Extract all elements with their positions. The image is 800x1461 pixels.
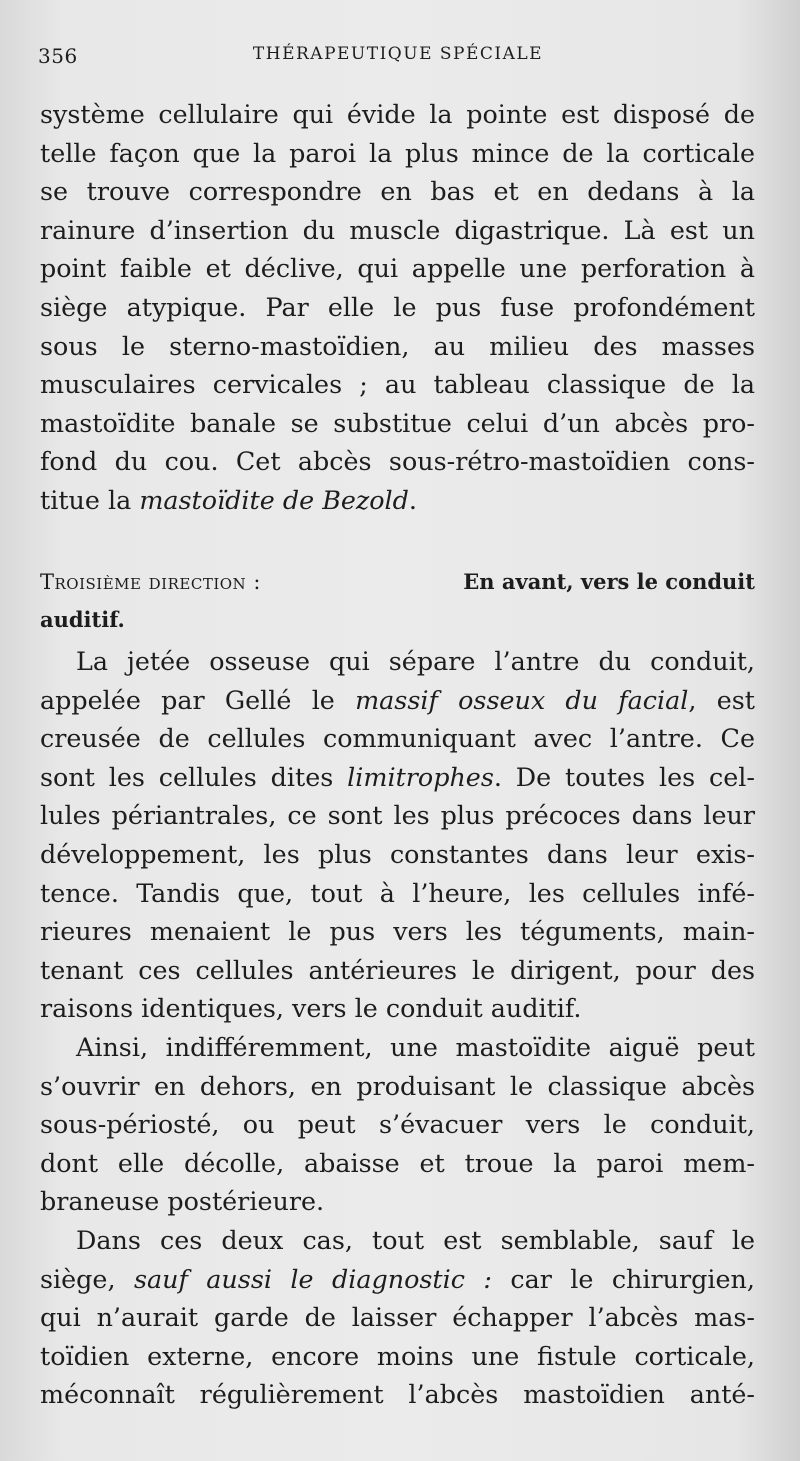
text-line: La jetée osseuse qui sépare l’antre du conduit, — [76, 646, 755, 676]
text-line: système cellulaire qui évide la pointe est disposé de — [40, 99, 755, 129]
heading-title-cont: auditif. — [40, 607, 125, 632]
text-line — [40, 481, 755, 520]
text-span: sont les cellules dites — [40, 761, 348, 792]
text-line: qui n’aurait garde de laisser échapper l’abcès mas- — [40, 1302, 755, 1333]
text-span: . De toutes les cel- — [493, 761, 755, 792]
text-span: siège, — [40, 1263, 134, 1294]
text-line: dont elle décolle, abaisse et troue la paroi mem- — [40, 1147, 755, 1178]
paragraph-bezold — [40, 95, 755, 520]
page-number: 356 — [38, 44, 78, 68]
italic-term: mastoïdite de Bezold — [139, 484, 409, 515]
text-line: toïdien externe, encore moins une fistule corticale, — [40, 1340, 755, 1371]
text-line — [40, 681, 755, 720]
italic-term: sauf aussi le diagnostic : — [133, 1263, 492, 1294]
text-line: se trouve correspondre en bas et en dedans à la — [40, 176, 755, 207]
heading-title: En avant, vers le conduit — [463, 569, 755, 594]
page-header — [38, 44, 758, 74]
text-span: . — [408, 484, 417, 515]
text-span: , est — [688, 684, 755, 715]
text-line: rieures menaient le pus vers les téguments, main- — [40, 916, 755, 947]
text-line: Ainsi, indifféremment, une mastoïdite aiguë peut — [76, 1031, 755, 1062]
text-span: titue la — [40, 484, 140, 515]
text-line: sous le sterno-mastoïdien, au milieu des masses — [40, 330, 755, 361]
section-heading — [40, 563, 755, 639]
text-line: raisons identiques, vers le conduit auditif. — [40, 993, 582, 1024]
text-line: fond du cou. Cet abcès sous-rétro-mastoïdien cons- — [40, 446, 755, 477]
text-line: point faible et déclive, qui appelle une perforation à — [40, 253, 755, 284]
text-line: lules périantrales, ce sont les plus précoces dans leur — [40, 800, 755, 831]
heading-line — [40, 563, 755, 601]
text-line — [40, 758, 755, 797]
text-line: méconnaît régulièrement l’abcès mastoïdien anté- — [40, 1379, 755, 1410]
italic-term: massif osseux du facial — [355, 684, 689, 715]
section-body — [40, 642, 755, 1414]
text-span: appelée par Gellé le — [40, 684, 356, 715]
text-line — [40, 1260, 755, 1299]
running-title: THÉRAPEUTIQUE SPÉCIALE — [252, 44, 544, 64]
text-line: sous-périosté, ou peut s’évacuer vers le conduit, — [40, 1109, 755, 1140]
text-span: car le chirurgien, — [491, 1263, 755, 1294]
text-line: braneuse postérieure. — [40, 1186, 325, 1217]
text-line: tence. Tandis que, tout à l’heure, les cellules infé- — [40, 877, 755, 908]
text-line: Dans ces deux cas, tout est semblable, sauf le — [76, 1224, 755, 1255]
text-line: telle façon que la paroi la plus mince de la corticale — [40, 137, 755, 168]
text-line: siège atypique. Par elle le pus fuse profondément — [40, 291, 755, 322]
text-line: mastoïdite banale se substitue celui d’un abcès pro- — [40, 407, 755, 438]
heading-line — [40, 601, 755, 639]
text-line: rainure d’insertion du muscle digastrique. Là est un — [40, 214, 755, 245]
italic-term: limitrophes — [347, 761, 494, 792]
text-line: s’ouvrir en dehors, en produisant le classique abcès — [40, 1070, 755, 1101]
text-line: musculaires cervicales ; au tableau classique de la — [40, 369, 755, 400]
text-line: développement, les plus constantes dans leur exis- — [40, 838, 755, 869]
text-line: tenant ces cellules antérieures le dirigent, pour des — [40, 954, 755, 985]
heading-label: Troisième direction : — [40, 570, 261, 594]
text-line: creusée de cellules communiquant avec l’antre. Ce — [40, 723, 755, 754]
